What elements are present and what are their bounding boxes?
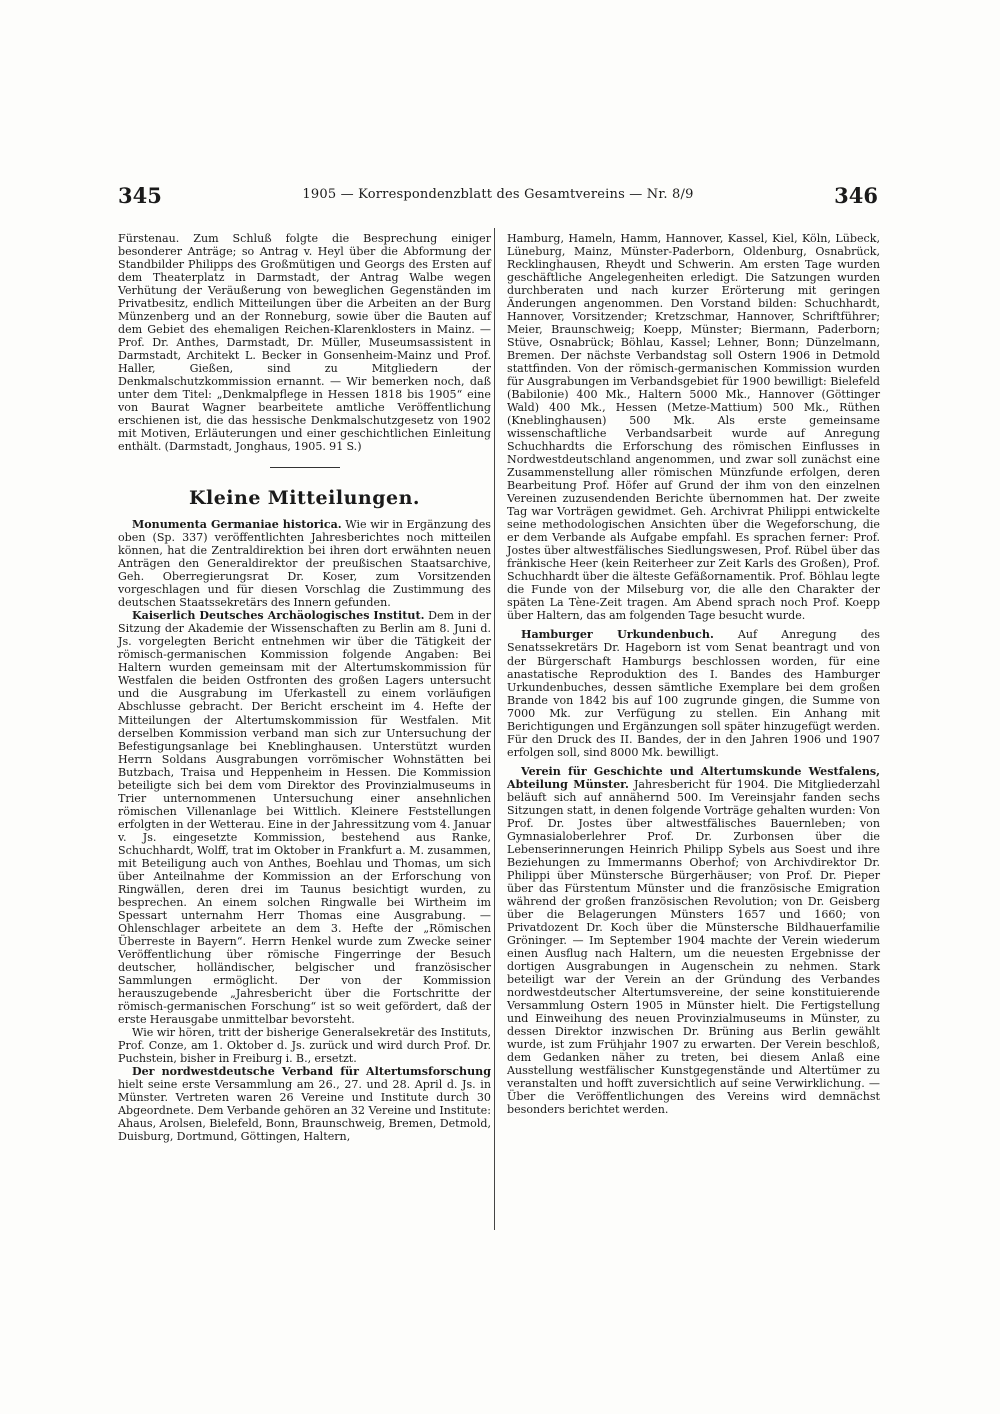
right-column — [507, 232, 880, 1116]
paragraph-archaeologisches-institut — [118, 609, 491, 1026]
left-column — [118, 232, 491, 1143]
paragraph-body: Wie wir in Ergänzung des oben (Sp. 337) veröffentlichten Jahresberichtes noch mitteilen können, hat die Zentraldirektion bei ihren dort erwähnten neuen Anträgen den Generaldirektor der preußischen Staatsarchive, Geh. Oberregierungsrat Dr. Koser, zum Vorsitzenden vorgeschlagen und für diesen Vorschlag die Zustimmung des deutschen Staatssekretärs des Innern gefunden. — [118, 518, 491, 610]
column-divider — [494, 228, 495, 1230]
paragraph-body: Jahresbericht für 1904. Die Mitgliederzahl beläuft sich auf annähernd 500. Im Vereinsjahr fanden sechs Sitzungen statt, in denen folgende Vorträge gehalten wurden: Von Prof. Dr. Jostes über altwestfälisches Bauernleben; von Gymnasialoberlehrer Prof. Dr. Zurbonsen über die Lebenserinnerungen Heinrich Philipp Sybels aus Soest und ihre Beziehungen zu Immermanns Oberhof; von Archivdirektor Dr. Philippi über Münstersche Bürgerhäuser; von Prof. Dr. Pieper über das Fürstentum Münster und die französische Emigration während der großen französischen Revolution; von Dr. Geisberg über die Belagerungen Münsters 1657 und 1660; von Privatdozent Dr. Koch über die Münstersche Bildhauerfamilie Gröninger. — Im September 1904 machte der Verein wiederum einen Ausflug nach Haltern, um die neuesten Ergebnisse der dortigen Ausgrabungen in Augenschein zu nehmen. Stark beteiligt war der Verein an der Gründung des Verbandes nordwestdeutscher Altertumsvereine, der seine konstituierende Versammlung Ostern 1905 in Münster hielt. Die Fertigstellung und Einweihung des neuen Provinzialmuseums in Münster, zu dessen Direktor inzwischen Dr. Brüning aus Berlin gewählt wurde, ist zum Frühjahr 1907 zu erwarten. Der Verein beschloß, dem Gedanken näher zu treten, bei diesem Anlaß eine Ausstellung westfälischer Kunstgegenstände und Altertümer zu veranstalten und hofft zuversichtlich auf seine Verwirklichung. — Über die Veröffentlichungen des Vereins wird demnächst besonders berichtet werden. — [507, 777, 880, 1117]
paragraph-nordwestdeutscher-verband — [118, 1065, 491, 1143]
paragraph-verband-continued: Hamburg, Hameln, Hamm, Hannover, Kassel, Kiel, Köln, Lübeck, Lüneburg, Mainz, Münster-Paderborn, Oldenburg, Osnabrück, Recklinghausen, Rheydt und Schwerin. Am ersten Tage wurden geschäftliche Angelegenheiten erledigt. Die Satzungen wurden durchberaten und nach kurzer Erörterung mit geringen Änderungen angenommen. Den Vorstand bilden: Schuchhardt, Hannover, Vorsitzender; Kretzschmar, Hannover, Schriftführer; Meier, Braunschweig; Koepp, Münster; Biermann, Paderborn; Stüve, Osnabrück; Böhlau, Kassel; Lehner, Bonn; Dünzelmann, Bremen. Der nächste Verbandstag soll Ostern 1906 in Detmold stattfinden. Von der römisch-germanischen Kommission wurden für Ausgrabungen im Verbandsgebiet für 1900 bewilligt: Bielefeld (Babilonie) 400 Mk., Haltern 5000 Mk., Hannover (Göttinger Wald) 400 Mk., Hessen (Metze-Mattium) 500 Mk., Rüthen (Kneblinghausen) 500 Mk. Als erste gemeinsame wissenschaftliche Verbandsarbeit wurde auf Anregung Schuchhardts die Erforschung des römischen Einflusses in Nordwestdeutschland angenommen, und zwar soll zunächst eine Zusammenstellung aller römischen Münzfunde erfolgen, deren Bearbeitung Prof. Höfer auf Grund der ihm von den einzelnen Vereinen zuzusendenden Berichte übernommen hat. Der zweite Tag war Vorträgen gewidmet. Geh. Archivrat Philippi entwickelte seine methodologischen Ansichten über die Wegeforschung, die er dem Verbande als Aufgabe empfahl. Es sprachen ferner: Prof. Jostes über altwestfälisches Siedlungswesen, Prof. Rübel über das fränkische Heer (kein Reiterheer zur Zeit Karls des Großen), Prof. Schuchhardt über die älteste Gefäßornamentik. Prof. Böhlau legte die Funde von der Milseburg vor, die alle den Charakter der späten La Tène-Zeit tragen. Am Abend sprach noch Prof. Koepp über Haltern, das am folgenden Tage besucht wurde. — [507, 232, 880, 623]
paragraph-verein-westfalen — [507, 765, 880, 1116]
running-title: 1905 — Korrespondenzblatt des Gesamtvereins — Nr. 8/9 — [302, 187, 694, 202]
paragraph-body: Auf Anregung des Senatssekretärs Dr. Hageborn ist vom Senat beantragt und von der Bürgerschaft Hamburgs beschlossen worden, für eine anastatische Reproduktion des I. Bandes des Hamburger Urkundenbuches, dessen sämtliche Exemplare bei dem großen Brande von 1842 bis auf 100 zugrunde gingen, die Summe von 7000 Mk. zur Verfügung zu stellen. Ein Anhang mit Berichtigungen und Ergänzungen soll später hinzugefügt werden. Für den Druck des II. Bandes, der in den Jahren 1906 und 1907 erfolgen soll, sind 8000 Mk. bewilligt. — [507, 628, 880, 759]
paragraph-monumenta — [118, 518, 491, 609]
paragraph-lead: Hamburger Urkundenbuch. — [521, 628, 714, 642]
page-number-left: 345 — [118, 183, 162, 208]
paragraph-lead: Der nordwestdeutsche Verband für Altertumsforschung — [132, 1064, 491, 1078]
paragraph-lead: Monumenta Germaniae historica. — [132, 518, 342, 532]
page-number-right: 346 — [834, 183, 878, 208]
paragraph-lead: Kaiserlich Deutsches Archäologisches Institut. — [132, 609, 425, 623]
section-title: Kleine Mitteilungen. — [188, 487, 420, 510]
section-rule — [270, 467, 340, 468]
paragraph-body: Dem in der Sitzung der Akademie der Wissenschaften zu Berlin am 8. Juni d. Js. vorgelegten Bericht entnehmen wir über die Tätigkeit der römisch-germanischen Kommission folgende Angaben: Bei Haltern wurden gemeinsam mit der Altertumskommission für Westfalen die beiden Ostfronten des großen Lagers untersucht und die Ausgrabung im Uferkastell zu einem vorläufigen Abschlusse gebracht. Der Bericht erscheint im 4. Hefte der Mitteilungen der Altertumskommission für Westfalen. Mit derselben Kommission verband man sich zur Untersuchung der Befestigungsanlage bei Kneblinghausen. Unterstützt wurden Herrn Soldans Ausgrabungen vorrömischer Wohnstätten bei Butzbach, Traisa und Heppenheim in Hessen. Die Kommission beteiligte sich bei dem vom Direktor des Provinzialmuseums in Trier unternommenen Untersuchung einer ansehnlichen römischen Villenanlage bei Wittlich. Kleinere Feststellungen erfolgten in der Wetterau. Eine in der Jahressitzung vom 4. Januar v. Js. eingesetzte Kommission, bestehend aus Ranke, Schuchhardt, Wolff, trat im Oktober in Frankfurt a. M. zusammen, mit Beteiligung auch von Anthes, Boehlau und Thomas, um sich über Anteilnahme der Kommission an der Erforschung von Ringwällen, deren drei im Taunus besichtigt wurden, zu besprechen. An einem solchen Ringwalle bei Wirtheim im Spessart unternahm Herr Thomas eine Ausgrabung. — Ohlenschlager arbeitete an dem 3. Hefte der „Römischen Überreste in Bayern“. Herrn Henkel wurde zum Zwecke seiner Veröffentlichung über römische Fingerringe der Besuch deutscher, holländischer, belgischer und französischer Sammlungen ermöglicht. Der von der Kommission herauszugebende „Jahresbericht über die Fortschritte der römisch-germanischen Forschung“ ist so weit gefördert, daß der erste Herausgabe unmittelbar bevorsteht. — [118, 609, 491, 1026]
paragraph-conze: Wie wir hören, tritt der bisherige Generalsekretär des Instituts, Prof. Conze, am 1. Oktober d. Js. zurück und wird durch Prof. Dr. Puchstein, bisher in Freiburg i. B., ersetzt. — [118, 1025, 491, 1065]
paragraph-lead: Verein für Geschichte und Altertumskunde Westfalens, Abteilung Münster. — [507, 764, 880, 791]
paragraph-fuerstenau: Fürstenau. Zum Schluß folgte die Besprechung einiger besonderer Anträge; so Antrag v. Heyl über die Abformung der Standbilder Philipps des Großmütigen und Georgs des Ersten auf dem Theaterplatz in Darmstadt, der Antrag Walbe wegen Verhütung der Veräußerung von beweglichen Gegenständen im Privatbesitz, endlich Mitteilungen über die Arbeiten an der Burg Münzenberg und an der Ronneburg, sowie über die Bauten auf dem Gebiet des ehemaligen Reichen-Klarenklosters in Mainz. — Prof. Dr. Anthes, Darmstadt, Dr. Müller, Museumsassistent in Darmstadt, Architekt L. Becker in Gonsenheim-Mainz und Prof. Haller, Gießen, sind zu Mitgliedern der Denkmalschutzkommission ernannt. — Wir bemerken noch, daß unter dem Titel: „Denkmalpflege in Hessen 1818 bis 1905“ eine von Baurat Wagner bearbeitete amtliche Veröffentlichung erschienen ist, die das hessische Denkmalschutzgesetz von 1902 mit Motiven, Erläuterungen und einer geschichtlichen Einleitung enthält. (Darmstadt, Jonghaus, 1905. 91 S.) — [118, 232, 491, 454]
page-header — [118, 183, 878, 213]
paragraph-body: hielt seine erste Versammlung am 26., 27. und 28. April d. Js. in Münster. Vertreten waren 26 Vereine und Institute durch 30 Abgeordnete. Dem Verbande gehören an 32 Vereine und Institute: Ahaus, Arolsen, Bielefeld, Bonn, Braunschweig, Bremen, Detmold, Duisburg, Dortmund, Göttingen, Haltern, — [118, 1077, 491, 1143]
paragraph-hamburger-urkundenbuch — [507, 628, 880, 758]
